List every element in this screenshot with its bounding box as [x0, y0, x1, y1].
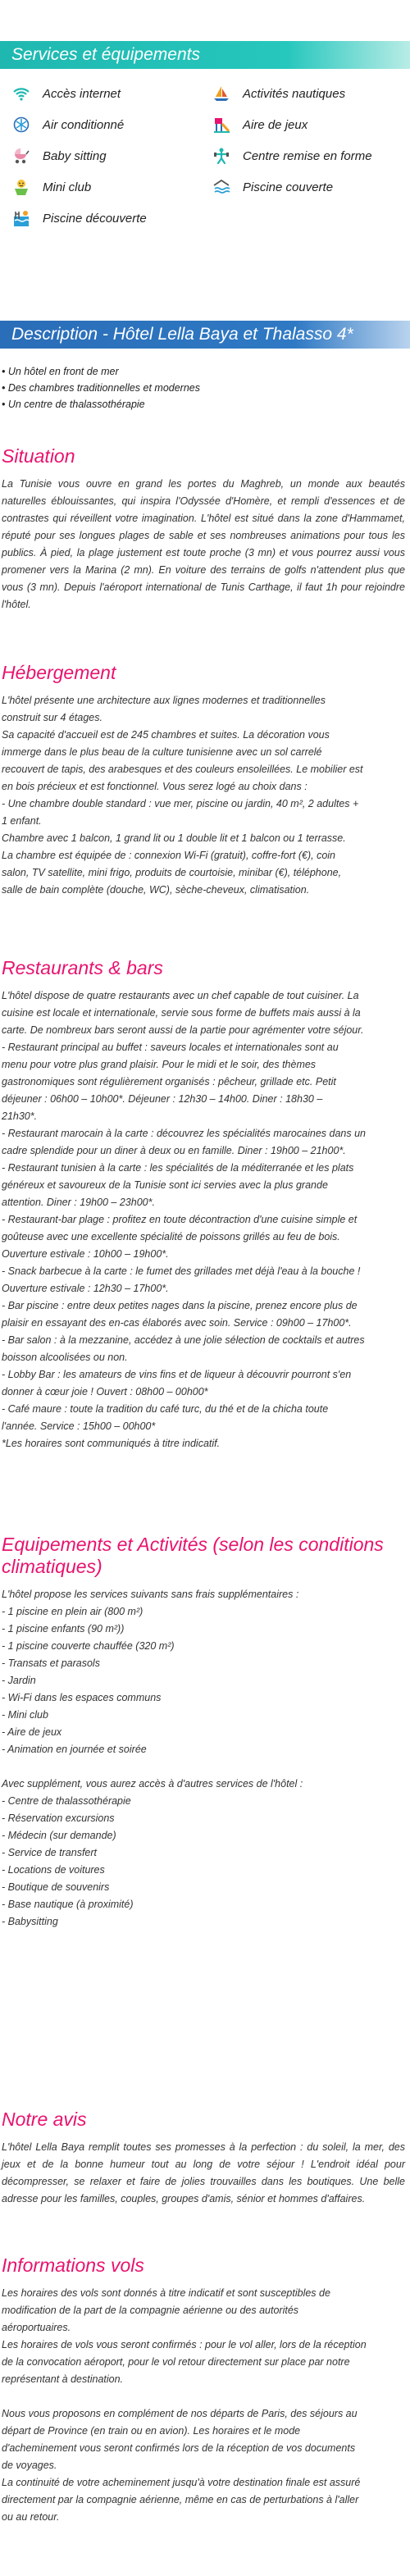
- list-item: • Un centre de thalassothérapie: [2, 396, 410, 413]
- equipements-heading: Equipements et Activités (selon les conditions climatiques): [2, 1534, 384, 1577]
- hebergement-section: [0, 661, 410, 899]
- informations-vols-text: Les horaires des vols sont donnés à titre indicatif et sont susceptibles de modification de la part de la compagnie aérienne ou des autorités aéroportuaires. Les horaires de vols vous seront confirmés : pour le vol aller, lors de la réception de la convocation aéroport, pour le vol retour directement sur place par notre représentant à destination. Nous vous proposons en complément de nos départs de Paris, des séjours au départ de Province (en train ou en avion). Les horaires et le mode d'acheminement vous seront confirmés lors de la réception de vos documents de voyages. La continuité de votre acheminement jusqu'à votre destination finale est assuré directement par la compagnie aérienne, même en cas de perturbations à l'aller ou au retour.: [2, 2287, 367, 2523]
- list-item: - Locations de voitures: [2, 1864, 105, 1876]
- wifi-icon: [11, 84, 31, 103]
- list-item: - Animation en journée et soirée: [2, 1744, 147, 1755]
- services-banner: [0, 41, 410, 69]
- list-item: - Jardin: [2, 1675, 36, 1686]
- fitness-icon: [212, 147, 231, 165]
- service-item: Piscine découverte: [11, 208, 212, 228]
- service-item: Baby sitting: [11, 146, 212, 166]
- informations-vols-section: [0, 2254, 410, 2526]
- situation-text: La Tunisie vous ouvre en grand les portes du Maghreb, un monde aux beautés naturelles éblouissantes, qui inspira l'Odyssée d'Homère, et rempli d'essences et de contrastes qui réveillent votre imagination. L'hôtel est situé dans la zone d'Hammamet, réputé pour ses longues plages de sable et ses nombreuses animations pour tous les publics. À pied, la plage justement est toute proche (3 mn) et vous pourrez aussi vous promener vers la Marina (2 mn). En voiture des terrains de golfs n'attendent plus que vous (3 mn). Depuis l'aéroport international de Tunis Carthage, il faut 1h pour rejoindre l'hôtel.: [2, 478, 405, 610]
- notre-avis-text: L'hôtel Lella Baya remplit toutes ses promesses à la perfection : du soleil, la mer, des jeux et de la bonne humeur tout au long de votre séjour ! L'endroit idéal pour décompresser, se relaxer et faire de jolies trouvailles dans les boutiques. Une belle adresse pour les familles, couples, groupes d'amis, sénior et hommes d'affaires.: [2, 2141, 405, 2204]
- indoor-pool-icon: [212, 178, 231, 196]
- outdoor-pool-icon: [11, 209, 31, 227]
- list-item: - 1 piscine enfants (90 m²)): [2, 1623, 125, 1635]
- list-item: • Un hôtel en front de mer: [2, 363, 410, 380]
- restaurants-text: L'hôtel dispose de quatre restaurants avec un chef capable de tout cuisiner. La cuisine est locale et internationale, servie sous forme de buffets mais aussi à la carte. De nombreux bars seront aussi de la partie pour agrémenter votre séjour. - Restaurant principal au buffet : saveurs locales et internationales sont au menu pour votre plus grand plaisir. Pour le midi et le soir, des thèmes gastronomiques sont régulièrement organisés : pêcheur, grillade etc. Petit déjeuner : 06h00 – 10h00*. Déjeuner : 12h30 – 14h00. Diner : 18h30 – 21h30*. - Restaurant marocain à la carte : découvrez les spécialités marocaines dans un cadre splendide pour un diner à deux ou en famille. Diner : 19h00 – 21h00*. - Restaurant tunisien à la carte : les spécialités de la méditerranée et les plats généreux et savoureux de la Tunisie sont ici servies avec la plus grande attention. Diner : 19h00 – 23h00*. - Restaurant-bar plage : profitez en toute décontraction d'une cuisine simple et goûteuse avec une excellente spécialité de poissons grillés au feu de bois. Ouverture estivale : 10h00 – 19h00*. - Snack barbecue à la carte : le fumet des grillades met déjà l'eau à la bouche ! Ouverture estivale : 12h30 – 17h00*. - Bar piscine : entre deux petites nages dans la piscine, prenez encore plus de plaisir en essayant des en-cas élaborés avec soin. Service : 09h00 – 17h00*. - Bar salon : à la mezzanine, accédez à une jolie sélection de cocktails et autres boisson alcoolisées ou non. - Lobby Bar : les amateurs de vins fins et de liqueur à découvrir pourront s'en donner à cœur joie ! Ouvert : 08h00 – 00h00* - Café maure : toute la tradition du café turc, du thé et de la chicha toute l'année. Service : 15h00 – 00h00* *Les horaires sont communiqués à titre indicatif.: [2, 990, 366, 1449]
- notre-avis-heading: Notre avis: [2, 2109, 87, 2130]
- baby-carriage-icon: [11, 147, 31, 165]
- hebergement-heading: Hébergement: [2, 662, 116, 683]
- service-item: Centre remise en forme: [212, 146, 408, 166]
- description-bullets: [0, 349, 410, 413]
- services-grid: [0, 69, 410, 228]
- air-conditioner-icon: [11, 116, 31, 134]
- list-item: - Mini club: [2, 1709, 48, 1721]
- list-item: - Wi-Fi dans les espaces communs: [2, 1692, 162, 1703]
- description-section: [0, 321, 410, 413]
- list-item: - Boutique de souvenirs: [2, 1881, 110, 1893]
- list-item: - 1 piscine couverte chauffée (320 m²): [2, 1640, 175, 1652]
- situation-section: [0, 445, 410, 613]
- restaurants-section: [0, 956, 410, 1452]
- description-title: Description - Hôtel Lella Baya et Thalasso 4*: [11, 325, 353, 344]
- list-item: - Aire de jeux: [2, 1726, 62, 1738]
- list-item: - Base nautique (à proximité): [2, 1899, 134, 1910]
- service-item: Accès internet: [11, 84, 212, 103]
- sailboat-icon: [212, 84, 231, 103]
- service-item: Piscine couverte: [212, 177, 408, 197]
- restaurants-heading: Restaurants & bars: [2, 957, 163, 978]
- services-title: Services et équipements: [11, 45, 200, 64]
- playground-icon: [212, 116, 231, 134]
- list-item: - Service de transfert: [2, 1847, 98, 1858]
- equipements-text: L'hôtel propose les services suivants sans frais supplémentaires : - 1 piscine en plein air (800 m²) - 1 piscine enfants (90 m²)) - 1 piscine couverte chauffée (320 m²) - Transats et parasols - Jardin - Wi-Fi dans les espaces communs - Mini club - Aire de jeux - Animation en journée et soirée Avec supplément, vous aurez accès à d'autres services de l'hôtel : - Centre de thalassothérapie - Réservation excursions - Médecin (sur demande) - Service de transfert - Locations de voitures - Boutique de souvenirs - Base nautique (à proximité) - Babysitting: [0, 1586, 410, 1931]
- description-banner: [0, 321, 410, 349]
- service-item: Activités nautiques: [212, 84, 408, 103]
- list-item: • Des chambres traditionnelles et modernes: [2, 380, 410, 396]
- list-item: - Babysitting: [2, 1916, 58, 1927]
- list-item: - Médecin (sur demande): [2, 1830, 116, 1841]
- service-item: Mini club: [11, 177, 212, 197]
- list-item: - Réservation excursions: [2, 1812, 115, 1824]
- kids-club-icon: [11, 178, 31, 196]
- service-item: Aire de jeux: [212, 115, 408, 134]
- service-item: Air conditionné: [11, 115, 212, 134]
- hebergement-text: L'hôtel présente une architecture aux lignes modernes et traditionnelles construit sur 4 étages. Sa capacité d'accueil est de 245 chambres et suites. La décoration vous immerge dans le plus beau de la culture tunisienne avec un sol carrelé recouvert de tapis, des arabesques et des couleurs ensoleillées. Le mobilier est en bois précieux et est fonctionnel. Vous serez logé au choix dans : - Une chambre double standard : vue mer, piscine ou jardin, 40 m², 2 adultes + 1 enfant. Chambre avec 1 balcon, 1 grand lit ou 1 double lit et 1 balcon ou 1 terrasse. La chambre est équipée de : connexion Wi-Fi (gratuit), coffre-fort (€), coin salon, TV satellite, mini frigo, produits de courtoisie, minibar (€), téléphone, salle de bain complète (douche, WC), sèche-cheveux, climatisation.: [2, 695, 363, 896]
- services-section: [0, 41, 410, 228]
- list-item: - 1 piscine en plein air (800 m²): [2, 1606, 144, 1617]
- informations-vols-heading: Informations vols: [2, 2255, 144, 2276]
- list-item: - Centre de thalassothérapie: [2, 1795, 131, 1807]
- equipements-section: [0, 1534, 410, 1931]
- list-item: - Transats et parasols: [2, 1657, 100, 1669]
- notre-avis-section: [0, 2108, 410, 2208]
- situation-heading: Situation: [2, 445, 75, 467]
